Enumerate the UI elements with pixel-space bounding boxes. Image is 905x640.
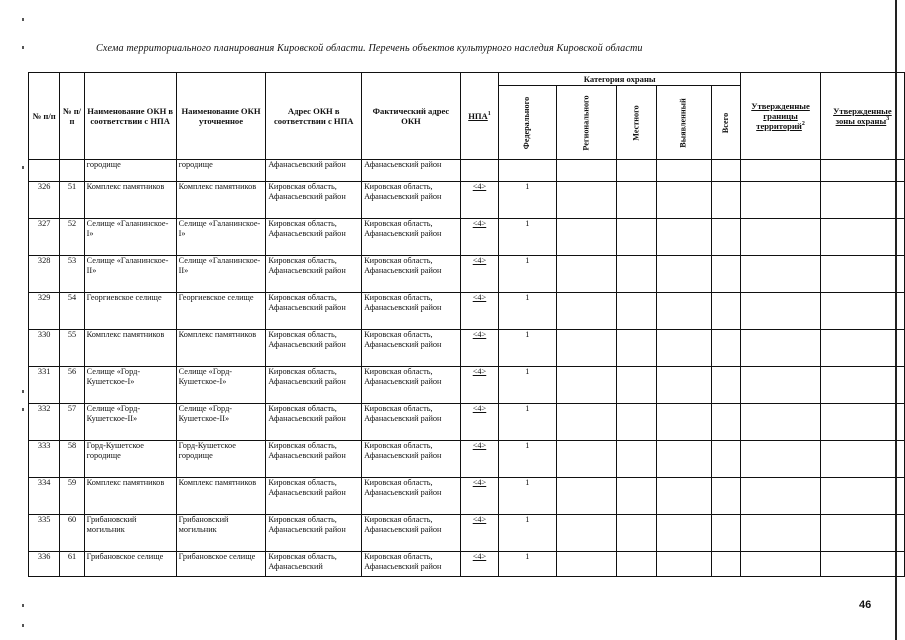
cell-boundaries [741,182,821,219]
cell-num2: 54 [60,293,84,330]
cell-regional [556,367,616,404]
cell-address-npa: Кировская область, Афанасьевский [266,552,362,577]
header-address-npa: Адрес ОКН в соответствии с НПА [266,73,362,160]
cell-num2: 58 [60,441,84,478]
cell-federal: 1 [499,441,556,478]
cell-regional [556,478,616,515]
cell-address-actual: Кировская область, Афанасьевский район [362,515,461,552]
cell-npa-link[interactable]: <4> [460,478,498,515]
cell-name-npa: городище [84,160,176,182]
header-npa: НПА$^1$ [460,73,498,160]
cell-total [711,552,741,577]
header-cat-regional: Регионального [556,86,616,160]
cell-regional [556,515,616,552]
cell-identified [657,515,711,552]
cell-address-npa: Кировская область, Афанасьевский район [266,515,362,552]
cell-identified [657,219,711,256]
cell-boundaries [741,404,821,441]
cell-total [711,404,741,441]
cell-npa-link[interactable]: <4> [460,219,498,256]
cell-boundaries [741,256,821,293]
cell-num2: 60 [60,515,84,552]
cell-identified [657,367,711,404]
cell-address-actual: Кировская область, Афанасьевский район [362,441,461,478]
cell-local [616,293,656,330]
cell-federal: 1 [499,182,556,219]
scan-speck [22,46,24,49]
page-number: 46 [859,599,872,611]
header-address-actual: Фактический адрес ОКН [362,73,461,160]
cell-local [616,515,656,552]
scan-speck [22,408,24,411]
table-row [29,515,905,552]
cell-zones [820,367,904,404]
cell-npa-link[interactable]: <4> [460,182,498,219]
cell-identified [657,552,711,577]
cell-npa-link[interactable]: <4> [460,330,498,367]
cell-name-refined: Грибановское селище [176,552,266,577]
cell-identified [657,182,711,219]
cell-num: 333 [29,441,60,478]
cell-num2: 57 [60,404,84,441]
cell-boundaries [741,367,821,404]
cell-federal: 1 [499,256,556,293]
cell-zones [820,441,904,478]
cell-name-refined: Комплекс памятников [176,478,266,515]
cell-total [711,256,741,293]
cell-local [616,330,656,367]
cell-num: 336 [29,552,60,577]
cell-identified [657,404,711,441]
cell-npa-link[interactable]: <4> [460,515,498,552]
cell-npa-link[interactable]: <4> [460,552,498,577]
cell-zones [820,293,904,330]
cell-address-npa: Кировская область, Афанасьевский район [266,293,362,330]
cell-federal: 1 [499,330,556,367]
cell-num: 332 [29,404,60,441]
cell-name-npa: Комплекс памятников [84,182,176,219]
cell-total [711,330,741,367]
cell-address-actual: Кировская область, Афанасьевский район [362,293,461,330]
cell-regional [556,182,616,219]
cell-address-actual: Афанасьевский район [362,160,461,182]
cell-num: 329 [29,293,60,330]
cell-boundaries [741,219,821,256]
cell-npa-link[interactable]: <4> [460,293,498,330]
cell-name-npa: Селище «Горд-Кушетское-I» [84,367,176,404]
table-row [29,293,905,330]
cell-identified [657,293,711,330]
cell-address-npa: Кировская область, Афанасьевский район [266,330,362,367]
cell-zones [820,330,904,367]
cell-address-npa: Кировская область, Афанасьевский район [266,256,362,293]
cell-regional [556,552,616,577]
cell-total [711,441,741,478]
cell-local [616,219,656,256]
cell-regional [556,404,616,441]
cell-npa-link[interactable]: <4> [460,256,498,293]
cell-local [616,441,656,478]
cell-federal: 1 [499,515,556,552]
cell-name-refined: Грибановский могильник [176,515,266,552]
cell-address-actual: Кировская область, Афанасьевский район [362,219,461,256]
cell-name-refined: Комплекс памятников [176,182,266,219]
cell-federal: 1 [499,367,556,404]
cell-address-actual: Кировская область, Афанасьевский район [362,256,461,293]
cell-address-npa: Кировская область, Афанасьевский район [266,367,362,404]
cell-address-actual: Кировская область, Афанасьевский район [362,404,461,441]
header-category-group: Категория охраны [499,73,741,86]
cell-num2: 52 [60,219,84,256]
cell-name-npa: Селище «Галанинское-II» [84,256,176,293]
heritage-table [28,72,905,577]
cell-name-refined: Комплекс памятников [176,330,266,367]
cell-name-refined: Селище «Галанинское-II» [176,256,266,293]
cell-local [616,182,656,219]
cell-boundaries [741,441,821,478]
cell-identified [657,478,711,515]
cell-address-npa: Кировская область, Афанасьевский район [266,219,362,256]
cell-num: 335 [29,515,60,552]
cell-boundaries [741,330,821,367]
cell-regional [556,219,616,256]
cell-regional [556,293,616,330]
cell-local [616,552,656,577]
scan-speck [22,18,24,21]
cell-num2 [60,160,84,182]
cell-local [616,160,656,182]
cell-num: 328 [29,256,60,293]
cell-num [29,160,60,182]
cell-num2: 59 [60,478,84,515]
header-zones: Утвержденные зоны охраны$^3$ [820,73,904,160]
cell-name-refined: городище [176,160,266,182]
cell-federal: 1 [499,478,556,515]
cell-total [711,182,741,219]
cell-address-npa: Кировская область, Афанасьевский район [266,404,362,441]
cell-boundaries [741,293,821,330]
cell-num: 331 [29,367,60,404]
cell-total [711,293,741,330]
header-cat-total: Всего [711,86,741,160]
cell-total [711,515,741,552]
cell-num2: 61 [60,552,84,577]
cell-name-npa: Георгиевское селище [84,293,176,330]
table-row-continuation [29,160,905,182]
cell-npa-link[interactable]: <4> [460,441,498,478]
cell-address-actual: Кировская область, Афанасьевский район [362,367,461,404]
cell-npa-link[interactable]: <4> [460,404,498,441]
cell-zones [820,256,904,293]
table-header-row [29,73,905,86]
cell-zones [820,182,904,219]
header-name-npa: Наименование ОКН в соответствии с НПА [84,73,176,160]
cell-address-actual: Кировская область, Афанасьевский район [362,330,461,367]
cell-identified [657,330,711,367]
header-cat-identified: Выявленный [657,86,711,160]
table-row [29,441,905,478]
cell-name-refined: Селище «Галанинское-I» [176,219,266,256]
table-row [29,219,905,256]
cell-name-refined: Селище «Горд-Кушетское-II» [176,404,266,441]
cell-address-npa: Кировская область, Афанасьевский район [266,478,362,515]
cell-identified [657,160,711,182]
cell-address-actual: Кировская область, Афанасьевский район [362,478,461,515]
header-name-refined: Наименование ОКН уточненное [176,73,266,160]
cell-name-npa: Комплекс памятников [84,478,176,515]
cell-name-refined: Селище «Горд-Кушетское-I» [176,367,266,404]
header-boundaries: Утвержденные границы территорий$^2$ [741,73,821,160]
cell-regional [556,441,616,478]
table-row [29,478,905,515]
scan-speck [22,604,24,607]
cell-federal: 1 [499,219,556,256]
scan-speck [22,624,24,627]
cell-regional [556,256,616,293]
cell-address-npa: Афанасьевский район [266,160,362,182]
cell-num2: 55 [60,330,84,367]
cell-num: 334 [29,478,60,515]
cell-num: 326 [29,182,60,219]
cell-name-npa: Горд-Кушетское городище [84,441,176,478]
cell-address-actual: Кировская область, Афанасьевский район [362,182,461,219]
header-num: № п/п [29,73,60,160]
cell-federal: 1 [499,293,556,330]
cell-zones [820,219,904,256]
cell-num2: 56 [60,367,84,404]
cell-address-npa: Кировская область, Афанасьевский район [266,441,362,478]
cell-name-refined: Георгиевское селище [176,293,266,330]
cell-local [616,367,656,404]
cell-total [711,367,741,404]
cell-npa-link[interactable]: <4> [460,367,498,404]
cell-regional [556,160,616,182]
cell-name-npa: Комплекс памятников [84,330,176,367]
cell-zones [820,552,904,577]
cell-zones [820,404,904,441]
cell-regional [556,330,616,367]
cell-total [711,219,741,256]
cell-address-actual: Кировская область, Афанасьевский район [362,552,461,577]
scan-speck [22,166,24,169]
table-row [29,404,905,441]
cell-num: 327 [29,219,60,256]
cell-total [711,160,741,182]
document-title: Схема территориального планирования Кировской области. Перечень объектов культурного наследия Кировской области [96,43,643,54]
cell-boundaries [741,552,821,577]
cell-name-npa: Селище «Галанинское-I» [84,219,176,256]
cell-federal: 1 [499,404,556,441]
cell-zones [820,160,904,182]
table-row [29,367,905,404]
table-row [29,256,905,293]
cell-boundaries [741,515,821,552]
table-row [29,552,905,577]
table-row [29,330,905,367]
cell-boundaries [741,478,821,515]
cell-num: 330 [29,330,60,367]
cell-zones [820,478,904,515]
header-num2: № п/п [60,73,84,160]
cell-local [616,404,656,441]
header-cat-federal: Федерального [499,86,556,160]
cell-zones [820,515,904,552]
cell-name-npa: Селище «Горд-Кушетское-II» [84,404,176,441]
header-cat-local: Местного [616,86,656,160]
cell-boundaries [741,160,821,182]
table-row [29,182,905,219]
cell-total [711,478,741,515]
cell-num2: 51 [60,182,84,219]
cell-num2: 53 [60,256,84,293]
cell-local [616,478,656,515]
cell-federal [499,160,556,182]
cell-identified [657,441,711,478]
cell-name-npa: Грибановский могильник [84,515,176,552]
cell-name-refined: Горд-Кушетское городище [176,441,266,478]
scan-speck [22,390,24,393]
cell-name-npa: Грибановское селище [84,552,176,577]
cell-npa [460,160,498,182]
cell-identified [657,256,711,293]
cell-local [616,256,656,293]
cell-federal: 1 [499,552,556,577]
cell-address-npa: Кировская область, Афанасьевский район [266,182,362,219]
